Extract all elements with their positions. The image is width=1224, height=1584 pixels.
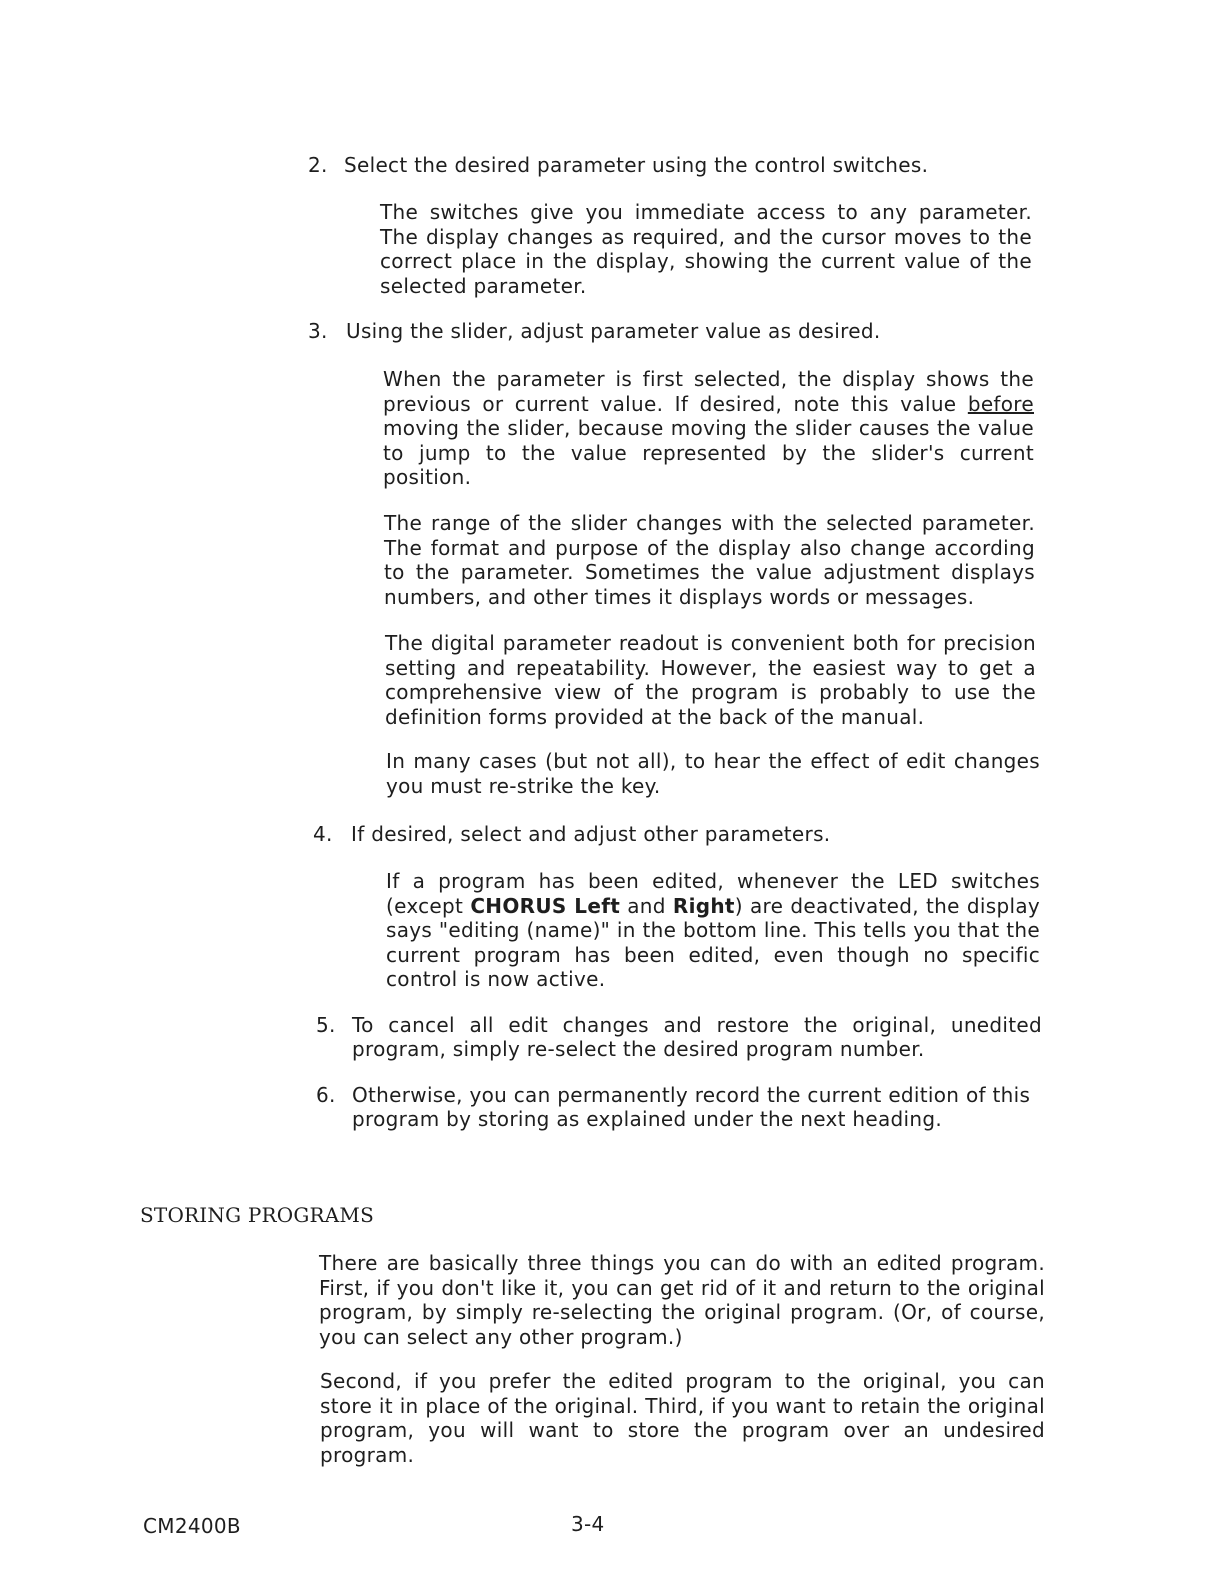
step-number: 3. — [308, 319, 328, 343]
step-3-paragraph-1 — [383, 367, 1034, 490]
step-text: Otherwise, you can permanently record the current edition of this program by storing as explained under the next heading. — [352, 1083, 1031, 1131]
chorus-left-label: CHORUS Left — [470, 893, 621, 918]
step-2 — [308, 153, 948, 177]
step-3-paragraph-4: In many cases (but not all), to hear the effect of edit changes you must re-strike the key. — [386, 749, 1040, 798]
step-3 — [308, 319, 948, 343]
step-5 — [316, 1013, 1042, 1061]
storing-paragraph-2: Second, if you prefer the edited program to the original, you can store it in place of the original. Third, if you want to retain the original program, you will want to store the program over an undesired program. — [320, 1369, 1045, 1467]
text-run: and — [620, 893, 673, 918]
text-run: ) are deactivated, the display says "editing (name)" in the bottom line. This tells you that the current program has been edited, even though no specific control is now active. — [386, 893, 1041, 991]
step-number: 2. — [308, 153, 328, 177]
text-run: moving the slider, because moving the slider causes the value to jump to the value represented by the slider's current position. — [383, 416, 1034, 489]
section-heading: STORING PROGRAMS — [140, 1203, 375, 1227]
underlined-word: before — [967, 391, 1034, 416]
right-label: Right — [672, 893, 735, 918]
step-title: Using the slider, adjust parameter value as desired. — [346, 319, 881, 343]
page-number: 3-4 — [571, 1512, 605, 1536]
step-3-paragraph-2: The range of the slider changes with the selected parameter. The format and purpose of the display also change according to the parameter. Sometimes the value adjustment displays numbers, and other times it displays words or messages. — [384, 511, 1035, 609]
step-3-paragraph-3: The digital parameter readout is convenient both for precision setting and repeatability. However, the easiest way to get a comprehensive view of the program is probably to use the definition forms provided at the back of the manual. — [385, 631, 1036, 729]
step-title: Select the desired parameter using the control switches. — [344, 153, 929, 177]
storing-paragraph-1: There are basically three things you can do with an edited program. First, if you don't like it, you can get rid of it and return to the original program, by simply re-selecting the original program. (Or, of course, you can select any other program.) — [319, 1251, 1045, 1349]
step-4 — [313, 822, 953, 846]
step-number: 5. — [316, 1013, 336, 1037]
step-text: To cancel all edit changes and restore the original, unedited program, simply re-select the desired program number. — [352, 1013, 1042, 1061]
step-number: 4. — [313, 822, 333, 846]
step-2-body: The switches give you immediate access to any parameter. The display changes as required, and the cursor moves to the correct place in the display, showing the current value of the selected parameter. — [380, 200, 1032, 298]
step-title: If desired, select and adjust other parameters. — [351, 822, 831, 846]
step-4-body — [386, 869, 1040, 992]
text-run: When the parameter is first selected, the display shows the previous or current value. If desired, note this value — [383, 367, 1034, 416]
document-id: CM2400B — [143, 1514, 241, 1538]
step-number: 6. — [316, 1083, 336, 1107]
step-6 — [316, 1083, 1046, 1131]
text-run: If a program has been edited, whenever the LED switches (except — [386, 869, 1040, 918]
